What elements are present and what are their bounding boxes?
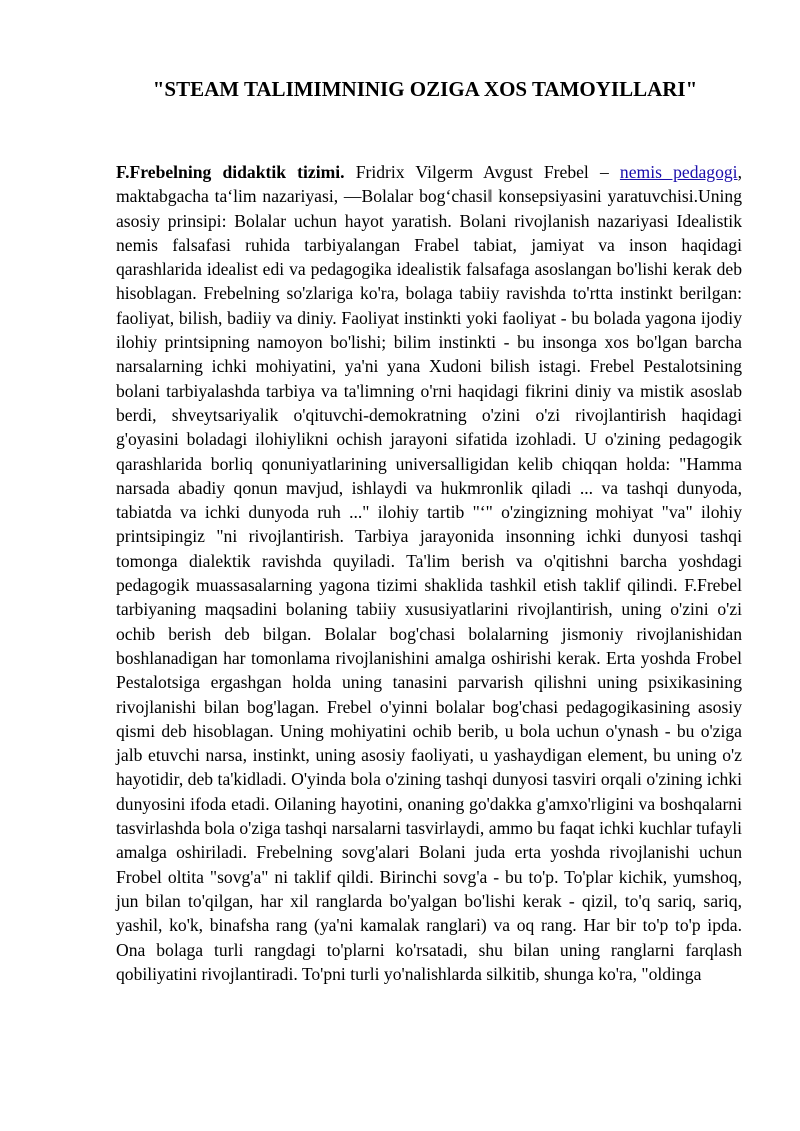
paragraph-text-before-link: Fridrix Vilgerm Avgust Frebel –	[344, 162, 620, 182]
document-title: "STEAM TALIMIMNINIG OZIGA XOS TAMOYILLARI"	[152, 77, 698, 101]
body-paragraph	[116, 160, 742, 986]
paragraph-text-after-link: , maktabgacha ta‘lim nazariyasi, ―Bolalar bog‘chasi‖ konsepsiyasini yaratuvchisi.Uning asosiy prinsipi: Bolalar uchun hayot yaratish. Bolani rivojlanish nazariyasi Idealistik nemis falsafasi ruhida tarbiyalangan Frabel tabiat, jamiyat va inson haqidagi qarashlarida idealist edi va pedagogika idealistik falsafaga asoslangan bo'lishi kerak deb hisoblagan. Frebelning so'zlariga ko'ra, bolaga tabiiy ravishda to'rtta instinkt berilgan: faoliyat, bilish, badiiy va diniy. Faoliyat instinkti yoki faoliyat - bu bolada yagona ijodiy ilohiy printsipning namoyon bo'lishi; bilim instinkti - bu insonga xos bo'lgan barcha narsalarning ichki mohiyatini, ya'ni yana Xudoni bilish istagi. Frebel Pestalotsining bolani tarbiyalashda tarbiya va ta'limning o'rni haqidagi fikrini diniy va mistik asoslab berdi, shveytsariyalik o'qituvchi-demokratning o'zini o'zi rivojlantirish haqidagi g'oyasini boladagi ilohiylikni ochish jarayoni sifatida izohladi. U o'zining pedagogik qarashlarida borliq qonuniyatlarining universalligidan kelib chiqqan holda: "Hamma narsada abadiy qonun mavjud, ishlaydi va hukmronlik qiladi ... va tashqi dunyoda, tabiatda va ichki dunyoda ruh ..." ilohiy tartib "‘" o'zingizning mohiyat "va" ilohiy printsipingiz "ni rivojlantirish. Tarbiya jarayonida insonning ichki dunyosi tashqi tomonga dialektik ravishda quyiladi. Ta'lim berish va o'qitishni barcha yoshdagi pedagogik muassasalarning yagona tizimi shaklida tashkil etish taklif qilindi. F.Frebel tarbiyaning maqsadini bolaning tabiiy xususiyatlarini rivojlantirish, uning o'zini o'zi ochib berish deb bilgan. Bolalar bog'chasi bolalarning jismoniy rivojlanishidan boshlanadigan har tomonlama rivojlanishini amalga oshirishi kerak. Erta yoshda Frobel Pestalotsiga ergashgan holda uning tanasini parvarish qilishni uning psixikasining rivojlanishi bilan bog'lagan. Frebel o'yinni bolalar bog'chasi pedagogikasining asosiy qismi deb hisoblagan. Uning mohiyatini ochib berib, u bola uchun o'ynash - bu o'ziga jalb etuvchi narsa, instinkt, uning asosiy faoliyati, u yashaydigan element, bu uning o'z hayotidir, deb ta'kidladi. O'yinda bola o'zining tashqi dunyosi tasviri orqali o'zining ichki dunyosini ifoda etadi. Oilaning hayotini, onaning go'dakka g'amxo'rligini va boshqalarni tasvirlashda bola o'ziga tashqi narsalarni tasvirlaydi, ammo bu faqat ichki kuchlar tufayli amalga oshiriladi. Frebelning sovg'alari Bolani juda erta yoshda rivojlanishi uchun Frobel oltita "sovg'a" ni taklif qildi. Birinchi sovg'a - bu to'p. To'plar kichik, yumshoq, jun bilan to'qilgan, har xil ranglarda bo'yalgan bo'lishi kerak - qizil, to'q sariq, sariq, yashil, ko'k, binafsha rang (ya'ni kamalak ranglari) va oq rang. Har bir to'p to'p ipda. Ona bolaga turli rangdagi to'plarni ko'rsatadi, shu bilan uning ranglarni farqlash qobiliyatini rivojlantiradi. To'pni turli yo'nalishlarda silkitib, shunga ko'ra, "oldinga	[116, 162, 742, 984]
nemis-pedagogi-link[interactable]: nemis pedagogi	[619, 162, 738, 182]
paragraph-lead: F.Frebelning didaktik tizimi.	[116, 162, 345, 182]
